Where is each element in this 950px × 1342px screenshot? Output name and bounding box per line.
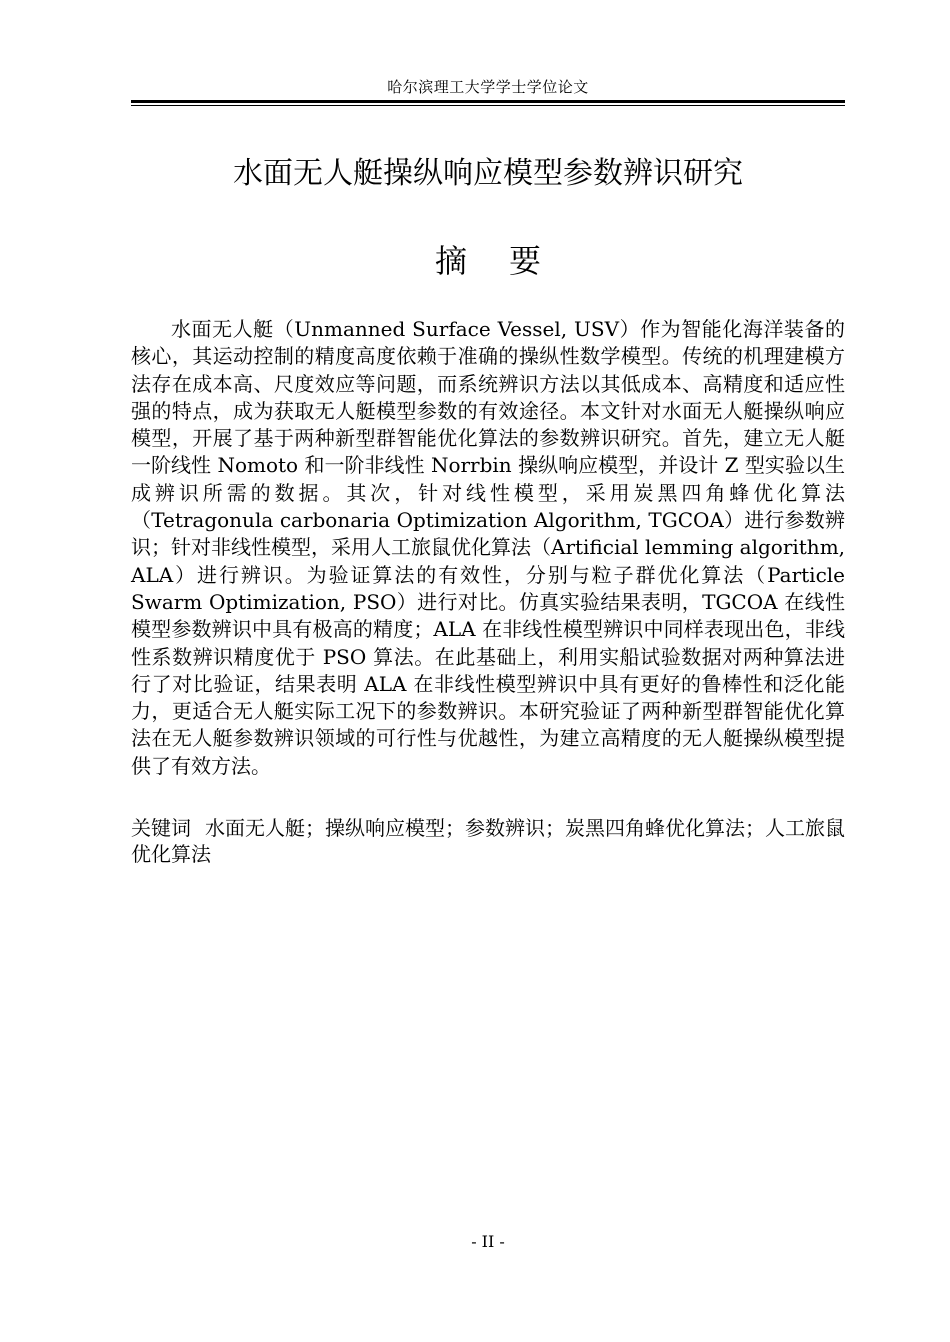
document-title: 水面无人艇操纵响应模型参数辨识研究 (233, 156, 743, 191)
running-header: 哈尔滨理工大学学士学位论文 (387, 78, 589, 96)
header-rule-thick (131, 100, 845, 103)
keywords-label: 关键词 (131, 816, 191, 840)
keywords-paragraph (131, 815, 845, 867)
keywords-text: 水面无人艇；操纵响应模型；参数辨识；炭黑四角蜂优化算法；人工旅鼠优化算法 (131, 816, 845, 866)
abstract-heading: 摘要 (434, 242, 583, 280)
header-rule-thin (131, 105, 845, 106)
page-number: - II - (471, 1232, 505, 1251)
abstract-body: 水面无人艇（Unmanned Surface Vessel, USV）作为智能化海洋装备的核心，其运动控制的精度高度依赖于准确的操纵性数学模型。传统的机理建模方法存在成本高、尺度效应等问题，而系统辨识方法以其低成本、高精度和适应性强的特点，成为获取无人艇模型参数的有效途径。本文针对水面无人艇操纵响应模型，开展了基于两种新型群智能优化算法的参数辨识研究。首先，建立无人艇一阶线性 Nomoto 和一阶非线性 Norrbin 操纵响应模型，并设计 Z 型实验以生成辨识所需的数据。其次，针对线性模型，采用炭黑四角蜂优化算法（Tetragonula carbonaria Optimization Algorithm, TGCOA）进行参数辨识；针对非线性模型，采用人工旅鼠优化算法（Artificial lemming algorithm, ALA）进行辨识。为验证算法的有效性，分别与粒子群优化算法（Particle Swarm Optimization, PSO）进行对比。仿真实验结果表明，TGCOA 在线性模型参数辨识中具有极高的精度；ALA 在非线性模型辨识中同样表现出色，非线性系数辨识精度优于 PSO 算法。在此基础上，利用实船试验数据对两种算法进行了对比验证，结果表明 ALA 在非线性模型辨识中具有更好的鲁棒性和泛化能力，更适合无人艇实际工况下的参数辨识。本研究验证了两种新型群智能优化算法在无人艇参数辨识领域的可行性与优越性，为建立高精度的无人艇操纵模型提供了有效方法。 (131, 317, 846, 778)
